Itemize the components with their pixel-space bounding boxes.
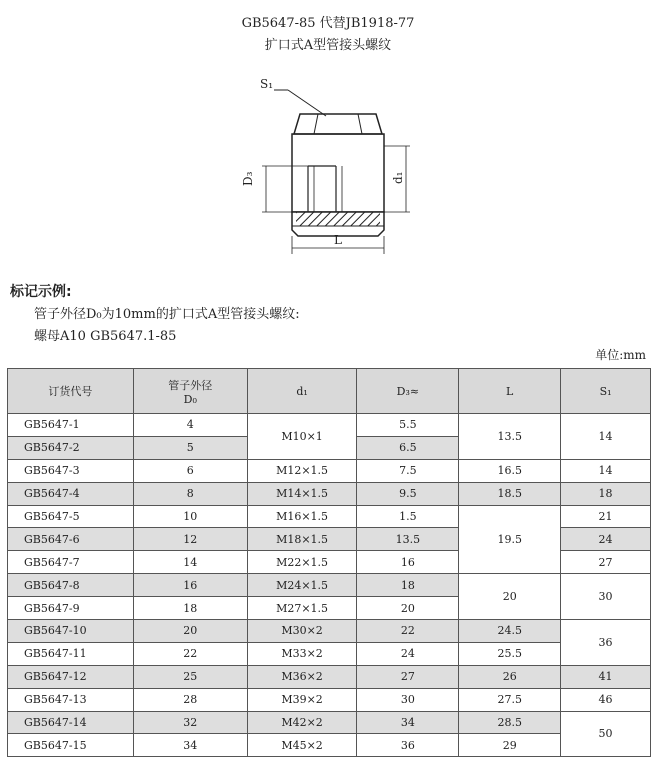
- table-row: [8, 574, 651, 597]
- table-row: [8, 711, 651, 734]
- table-row: [8, 688, 651, 711]
- l-cell: 24.5: [459, 620, 561, 643]
- d0-cell: 20: [133, 620, 247, 643]
- header-s1: S₁: [561, 369, 651, 414]
- d1-cell: M12×1.5: [247, 459, 357, 482]
- s1-cell: 24: [561, 528, 651, 551]
- d0-cell: 5: [133, 436, 247, 459]
- d3-cell: 7.5: [357, 459, 459, 482]
- d1-cell: M39×2: [247, 688, 357, 711]
- header-l: L: [459, 369, 561, 414]
- page-subtitle: 扩口式A型管接头螺纹: [264, 38, 392, 53]
- d1-cell: M24×1.5: [247, 574, 357, 597]
- example-marking: 螺母A10 GB5647.1-85: [34, 329, 177, 344]
- s1-cell: 27: [561, 551, 651, 574]
- l-cell: 29: [459, 734, 561, 757]
- d0-cell: 10: [133, 505, 247, 528]
- table-row: [8, 734, 651, 757]
- l-cell: 13.5: [459, 414, 561, 460]
- nut-drawing: [230, 66, 430, 256]
- header-d3: D₃≈: [357, 369, 459, 414]
- d3-cell: 5.5: [357, 414, 459, 437]
- code-cell: GB5647-13: [8, 688, 134, 711]
- d3-cell: 24: [357, 642, 459, 665]
- header-code: 订货代号: [8, 369, 134, 414]
- d1-cell: M42×2: [247, 711, 357, 734]
- s1-cell: 18: [561, 482, 651, 505]
- d3-cell: 9.5: [357, 482, 459, 505]
- d0-cell: 28: [133, 688, 247, 711]
- example-description: 管子外径D₀为10mm的扩口式A型管接头螺纹:: [34, 307, 300, 322]
- d3-cell: 36: [357, 734, 459, 757]
- d1-cell: M36×2: [247, 665, 357, 688]
- d3-cell: 22: [357, 620, 459, 643]
- header-d0-line1: 管子外径: [168, 378, 213, 392]
- d1-cell: M30×2: [247, 620, 357, 643]
- header-d0-line2: D₀: [183, 392, 197, 406]
- s1-cell: 30: [561, 574, 651, 620]
- l-cell: 28.5: [459, 711, 561, 734]
- d0-cell: 18: [133, 597, 247, 620]
- table-row: [8, 459, 651, 482]
- d1-cell: M14×1.5: [247, 482, 357, 505]
- code-cell: GB5647-15: [8, 734, 134, 757]
- d3-cell: 1.5: [357, 505, 459, 528]
- d0-cell: 16: [133, 574, 247, 597]
- table-row: [8, 414, 651, 437]
- code-cell: GB5647-2: [8, 436, 134, 459]
- table-row: [8, 620, 651, 643]
- d0-cell: 4: [133, 414, 247, 437]
- s1-cell: 46: [561, 688, 651, 711]
- s1-label: S₁: [260, 77, 274, 91]
- d1-cell: M16×1.5: [247, 505, 357, 528]
- code-cell: GB5647-9: [8, 597, 134, 620]
- d3-cell: 30: [357, 688, 459, 711]
- code-cell: GB5647-11: [8, 642, 134, 665]
- d0-cell: 22: [133, 642, 247, 665]
- example-heading: 标记示例:: [10, 284, 72, 300]
- l-cell: 16.5: [459, 459, 561, 482]
- l-cell: 25.5: [459, 642, 561, 665]
- code-cell: GB5647-3: [8, 459, 134, 482]
- table-row: [8, 642, 651, 665]
- l-cell: 18.5: [459, 482, 561, 505]
- code-cell: GB5647-12: [8, 665, 134, 688]
- d1-cell: M33×2: [247, 642, 357, 665]
- code-cell: GB5647-5: [8, 505, 134, 528]
- s1-cell: 21: [561, 505, 651, 528]
- code-cell: GB5647-10: [8, 620, 134, 643]
- code-cell: GB5647-6: [8, 528, 134, 551]
- header-d0: [133, 369, 247, 414]
- d0-cell: 12: [133, 528, 247, 551]
- d1-cell: M27×1.5: [247, 597, 357, 620]
- d3-cell: 6.5: [357, 436, 459, 459]
- d3-cell: 16: [357, 551, 459, 574]
- table-header-row: [8, 369, 651, 414]
- d1-cell: M22×1.5: [247, 551, 357, 574]
- d3-cell: 18: [357, 574, 459, 597]
- d0-cell: 14: [133, 551, 247, 574]
- header-d1: d₁: [247, 369, 357, 414]
- l-cell: 20: [459, 574, 561, 620]
- d0-cell: 8: [133, 482, 247, 505]
- l-label: L: [334, 233, 342, 247]
- d1-cell: M18×1.5: [247, 528, 357, 551]
- d3-cell: 13.5: [357, 528, 459, 551]
- spec-table: [7, 368, 651, 757]
- l-cell: 27.5: [459, 688, 561, 711]
- l-cell: 26: [459, 665, 561, 688]
- code-cell: GB5647-8: [8, 574, 134, 597]
- d0-cell: 25: [133, 665, 247, 688]
- l-cell: 19.5: [459, 505, 561, 574]
- code-cell: GB5647-14: [8, 711, 134, 734]
- code-cell: GB5647-7: [8, 551, 134, 574]
- table-row: [8, 665, 651, 688]
- d0-cell: 6: [133, 459, 247, 482]
- s1-cell: 36: [561, 620, 651, 666]
- unit-label: 单位:mm: [595, 348, 646, 362]
- s1-cell: 14: [561, 459, 651, 482]
- table-row: [8, 482, 651, 505]
- d1-cell: M10×1: [247, 414, 357, 460]
- d3-cell: 27: [357, 665, 459, 688]
- d3-label: D₃: [241, 171, 255, 186]
- d3-cell: 20: [357, 597, 459, 620]
- d1-label: d₁: [391, 171, 405, 184]
- s1-cell: 50: [561, 711, 651, 757]
- d0-cell: 32: [133, 711, 247, 734]
- code-cell: GB5647-4: [8, 482, 134, 505]
- d1-cell: M45×2: [247, 734, 357, 757]
- d3-cell: 34: [357, 711, 459, 734]
- s1-cell: 14: [561, 414, 651, 460]
- code-cell: GB5647-1: [8, 414, 134, 437]
- d0-cell: 34: [133, 734, 247, 757]
- page-title: GB5647-85 代替JB1918-77: [241, 16, 415, 31]
- s1-cell: 41: [561, 665, 651, 688]
- table-row: [8, 505, 651, 528]
